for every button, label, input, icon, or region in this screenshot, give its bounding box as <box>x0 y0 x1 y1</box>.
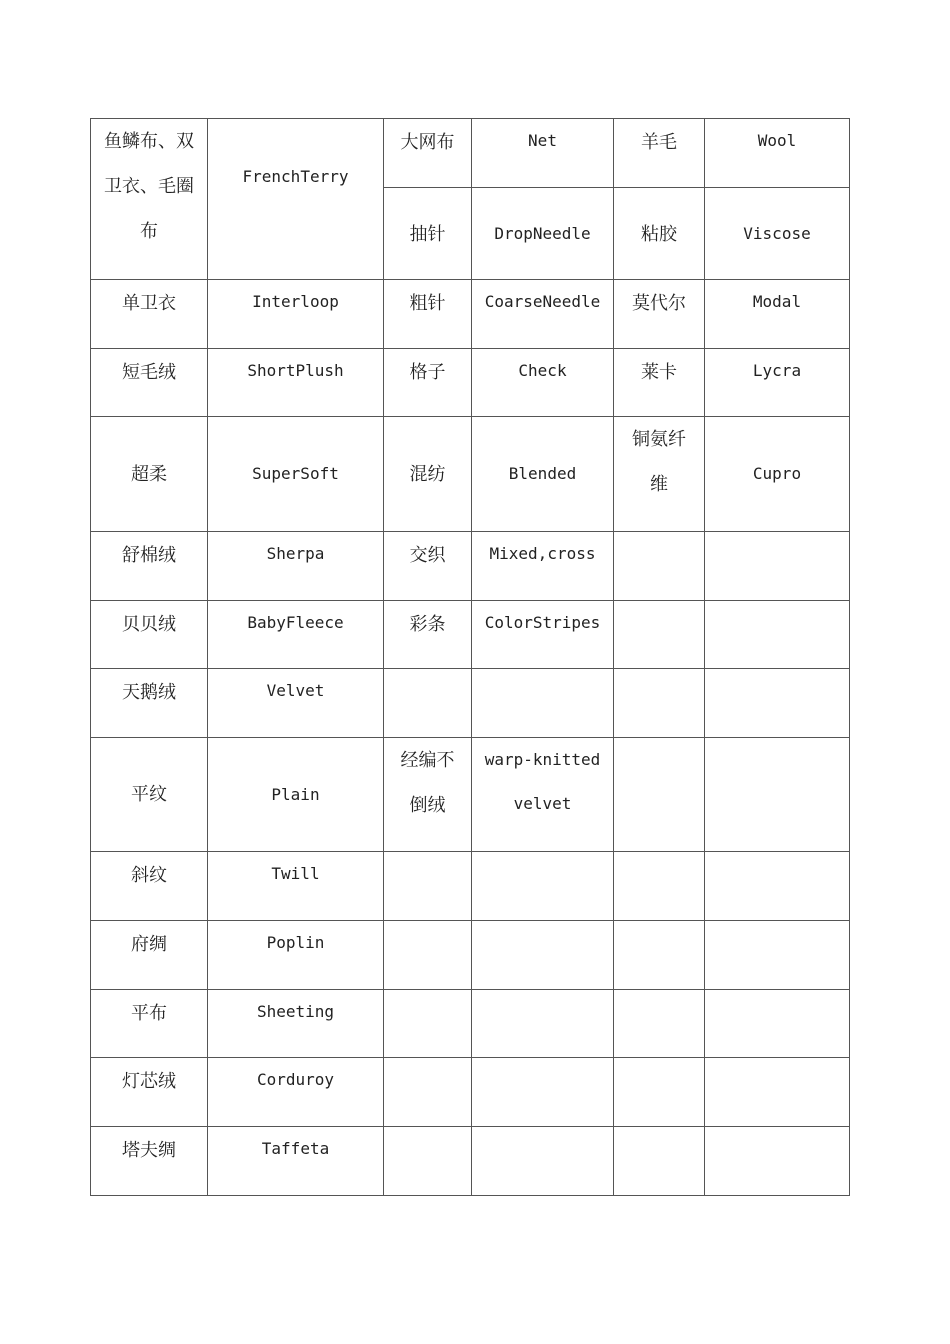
chinese-term-cell: 贝贝绒 <box>91 601 208 669</box>
chinese-term-cell <box>614 601 705 669</box>
chinese-term-cell: 平布 <box>91 990 208 1058</box>
chinese-term-cell <box>614 669 705 738</box>
chinese-term-cell: 经编不倒绒 <box>384 738 472 852</box>
chinese-term-cell: 羊毛 <box>614 119 705 188</box>
english-term-cell <box>472 1127 614 1196</box>
chinese-term-cell: 府绸 <box>91 921 208 990</box>
english-term-cell: FrenchTerry <box>208 119 384 280</box>
chinese-term-cell: 天鹅绒 <box>91 669 208 738</box>
chinese-term-cell <box>384 921 472 990</box>
english-term-cell <box>705 532 850 601</box>
chinese-term-cell <box>614 990 705 1058</box>
english-term-cell: Sheeting <box>208 990 384 1058</box>
english-term-cell <box>705 669 850 738</box>
english-term-cell: Lycra <box>705 349 850 417</box>
chinese-term-cell: 鱼鳞布、双卫衣、毛圈布 <box>91 119 208 280</box>
chinese-term-cell: 莫代尔 <box>614 280 705 349</box>
english-term-cell <box>472 669 614 738</box>
chinese-term-cell: 混纺 <box>384 417 472 532</box>
table-row <box>91 990 850 1058</box>
chinese-term-cell: 莱卡 <box>614 349 705 417</box>
chinese-term-cell: 粘胶 <box>614 188 705 280</box>
english-term-cell <box>705 601 850 669</box>
chinese-term-cell: 灯芯绒 <box>91 1058 208 1127</box>
english-term-cell: BabyFleece <box>208 601 384 669</box>
english-term-cell: Check <box>472 349 614 417</box>
chinese-term-cell: 彩条 <box>384 601 472 669</box>
table-row <box>91 280 850 349</box>
table-row <box>91 417 850 532</box>
table-row <box>91 532 850 601</box>
chinese-term-cell: 斜纹 <box>91 852 208 921</box>
chinese-term-cell <box>614 532 705 601</box>
english-term-cell: Blended <box>472 417 614 532</box>
english-term-cell: ShortPlush <box>208 349 384 417</box>
table-row <box>91 119 850 188</box>
table-row <box>91 1058 850 1127</box>
english-term-cell: Poplin <box>208 921 384 990</box>
table-row <box>91 669 850 738</box>
english-term-cell <box>472 990 614 1058</box>
english-term-cell: Net <box>472 119 614 188</box>
english-term-cell: Sherpa <box>208 532 384 601</box>
english-term-cell: Wool <box>705 119 850 188</box>
chinese-term-cell: 抽针 <box>384 188 472 280</box>
english-term-cell: warp-knitted velvet <box>472 738 614 852</box>
chinese-term-cell <box>384 1127 472 1196</box>
english-term-cell: DropNeedle <box>472 188 614 280</box>
english-term-cell <box>472 1058 614 1127</box>
table-row <box>91 349 850 417</box>
chinese-term-cell <box>384 669 472 738</box>
english-term-cell <box>705 1058 850 1127</box>
english-term-cell: SuperSoft <box>208 417 384 532</box>
english-term-cell <box>705 852 850 921</box>
english-term-cell: Interloop <box>208 280 384 349</box>
chinese-term-cell: 单卫衣 <box>91 280 208 349</box>
english-term-cell <box>705 990 850 1058</box>
chinese-term-cell <box>384 852 472 921</box>
english-term-cell <box>705 738 850 852</box>
english-term-cell <box>705 1127 850 1196</box>
table-row <box>91 921 850 990</box>
chinese-term-cell <box>614 1127 705 1196</box>
fabric-glossary-table <box>90 118 850 1196</box>
table-row <box>91 852 850 921</box>
chinese-term-cell: 格子 <box>384 349 472 417</box>
chinese-term-cell: 超柔 <box>91 417 208 532</box>
chinese-term-cell <box>614 852 705 921</box>
chinese-term-cell: 塔夫绸 <box>91 1127 208 1196</box>
chinese-term-cell <box>384 990 472 1058</box>
chinese-term-cell: 短毛绒 <box>91 349 208 417</box>
english-term-cell: Viscose <box>705 188 850 280</box>
chinese-term-cell: 舒棉绒 <box>91 532 208 601</box>
chinese-term-cell: 平纹 <box>91 738 208 852</box>
chinese-term-cell <box>614 738 705 852</box>
chinese-term-cell: 大网布 <box>384 119 472 188</box>
english-term-cell: CoarseNeedle <box>472 280 614 349</box>
chinese-term-cell <box>614 921 705 990</box>
table-row <box>91 738 850 852</box>
table-row <box>91 1127 850 1196</box>
chinese-term-cell: 粗针 <box>384 280 472 349</box>
english-term-cell: Modal <box>705 280 850 349</box>
english-term-cell: Mixed,cross <box>472 532 614 601</box>
chinese-term-cell <box>384 1058 472 1127</box>
chinese-term-cell <box>614 1058 705 1127</box>
english-term-cell: Plain <box>208 738 384 852</box>
english-term-cell: Corduroy <box>208 1058 384 1127</box>
chinese-term-cell: 交织 <box>384 532 472 601</box>
english-term-cell: ColorStripes <box>472 601 614 669</box>
english-term-cell: Velvet <box>208 669 384 738</box>
table-row <box>91 601 850 669</box>
english-term-cell <box>472 852 614 921</box>
english-term-cell: Taffeta <box>208 1127 384 1196</box>
english-term-cell: Twill <box>208 852 384 921</box>
english-term-cell: Cupro <box>705 417 850 532</box>
english-term-cell <box>472 921 614 990</box>
chinese-term-cell: 铜氨纤维 <box>614 417 705 532</box>
english-term-cell <box>705 921 850 990</box>
